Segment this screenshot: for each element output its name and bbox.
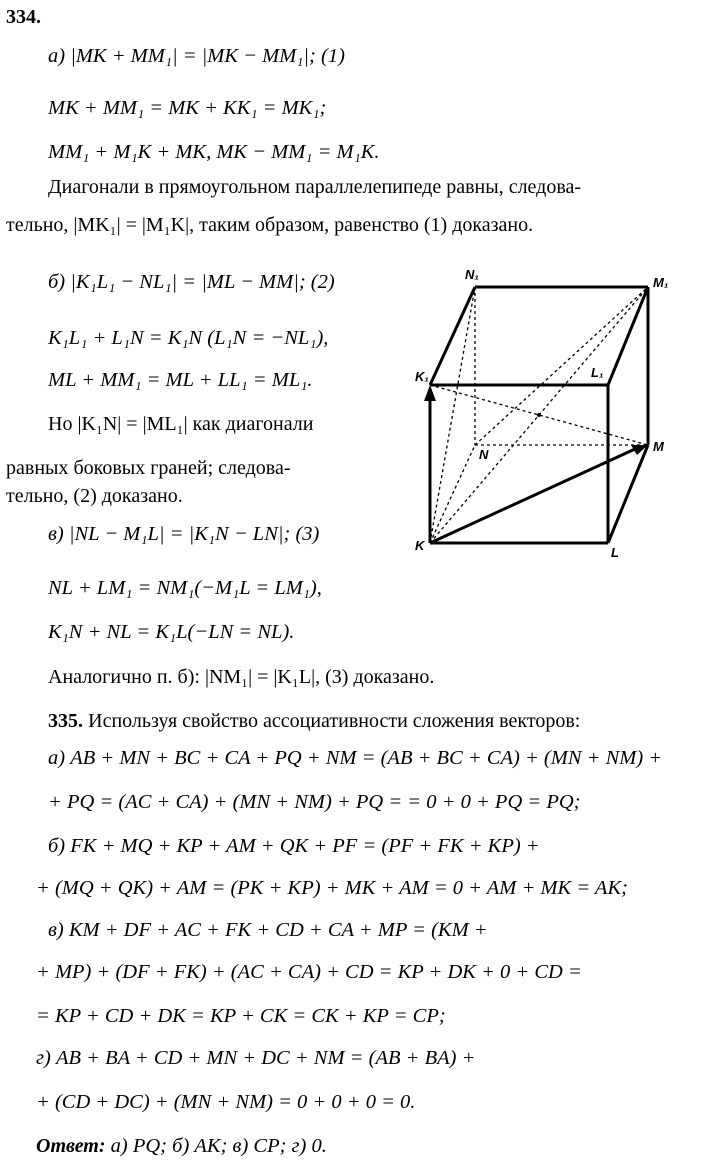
- p335-a-line2: + PQ = (AC + CA) + (MN + NM) + PQ = = 0 + 0 + PQ = PQ;: [48, 791, 581, 813]
- p335-d-line2: + (CD + DC) + (MN + NM) = 0 + 0 + 0 = 0.: [36, 1091, 416, 1113]
- p334-b-line1: б) |K₁L₁ − NL₁| = |ML − MM|; (2): [48, 271, 335, 293]
- label-m1: M₁: [653, 275, 669, 290]
- edge-k-n: [430, 445, 475, 543]
- problem-334-number: 334.: [6, 6, 41, 28]
- label-n1: N₁: [465, 267, 479, 282]
- p334-b-text2: равных боковых граней; следова-: [6, 457, 291, 479]
- answer-values: а) PQ; б) AK; в) CP; г) 0.: [110, 1135, 327, 1157]
- problem-335-intro: Используя свойство ассоциативности сложения векторов:: [88, 710, 581, 732]
- p334-b-text3: тельно, (2) доказано.: [6, 485, 183, 507]
- p334-c-text1: Аналогично п. б): |NM₁| = |K₁L|, (3) доказано.: [48, 666, 435, 688]
- label-k: K: [415, 538, 425, 553]
- p334-a-line3: MM₁ + M₁K + MK, MK − MM₁ = M₁K.: [48, 141, 380, 163]
- label-l1: L₁: [591, 365, 604, 380]
- parallelepiped-figure: [405, 265, 690, 565]
- diag-n-m1: [475, 287, 648, 445]
- p334-c-line2: NL + LM₁ = NM₁(−M₁L = LM₁),: [48, 577, 322, 599]
- label-k1: K₁: [415, 369, 429, 384]
- p334-b-line3: ML + MM₁ = ML + LL₁ = ML₁.: [48, 369, 313, 391]
- p334-b-text1: Но |K₁N| = |ML₁| как диагонали: [48, 413, 314, 435]
- p334-a-line1: а) |MK + MM₁| = |MK − MM₁|; (1): [48, 45, 345, 67]
- answer-label: Ответ:: [36, 1135, 106, 1157]
- label-n: N: [479, 447, 489, 462]
- problem-335-header: [48, 709, 580, 733]
- p334-a-text2: тельно, |MK₁| = |M₁K|, таким образом, равенство (1) доказано.: [6, 214, 534, 236]
- arrowhead-k1: [424, 385, 436, 401]
- p335-d-line1: г) AB + BA + CD + MN + DC + NM = (AB + BA) +: [36, 1047, 476, 1069]
- p335-b-line2: + (MQ + QK) + AM = (PK + KP) + MK + AM = 0 + AM + MK = AK;: [36, 877, 628, 899]
- p334-c-line1: в) |NL − M₁L| = |K₁N − LN|; (3): [48, 523, 320, 545]
- p335-answer: [36, 1134, 327, 1158]
- p335-c-line1: в) KM + DF + AC + FK + CD + CA + MP = (KM +: [48, 919, 488, 941]
- center-point: [537, 413, 541, 417]
- p334-a-text1: Диагонали в прямоугольном параллелепипеде равны, следова-: [48, 176, 582, 198]
- diag-k-n1: [430, 287, 475, 543]
- edge-m1-l1: [608, 287, 648, 385]
- label-m: M: [653, 439, 664, 454]
- p335-a-line1: а) AB + MN + BC + CA + PQ + NM = (AB + BC + CA) + (MN + NM) +: [48, 747, 663, 769]
- p335-c-line2: + MP) + (DF + FK) + (AC + CA) + CD = KP + DK + 0 + CD =: [36, 961, 582, 983]
- p334-b-line2: K₁L₁ + L₁N = K₁N (L₁N = −NL₁),: [48, 327, 329, 349]
- p335-c-line3: = KP + CD + DK = KP + CK = CK + KP = CP;: [36, 1005, 446, 1027]
- problem-335-number: 335.: [48, 710, 83, 732]
- p334-a-line2: MK + MM₁ = MK + KK₁ = MK₁;: [48, 97, 327, 119]
- p334-c-line3: K₁N + NL = K₁L(−LN = NL).: [48, 621, 295, 643]
- p335-b-line1: б) FK + MQ + KP + AM + QK + PF = (PF + FK + KP) +: [48, 835, 540, 857]
- label-l: L: [611, 545, 619, 560]
- vector-km: [430, 449, 635, 543]
- edge-k1-n1: [430, 287, 475, 385]
